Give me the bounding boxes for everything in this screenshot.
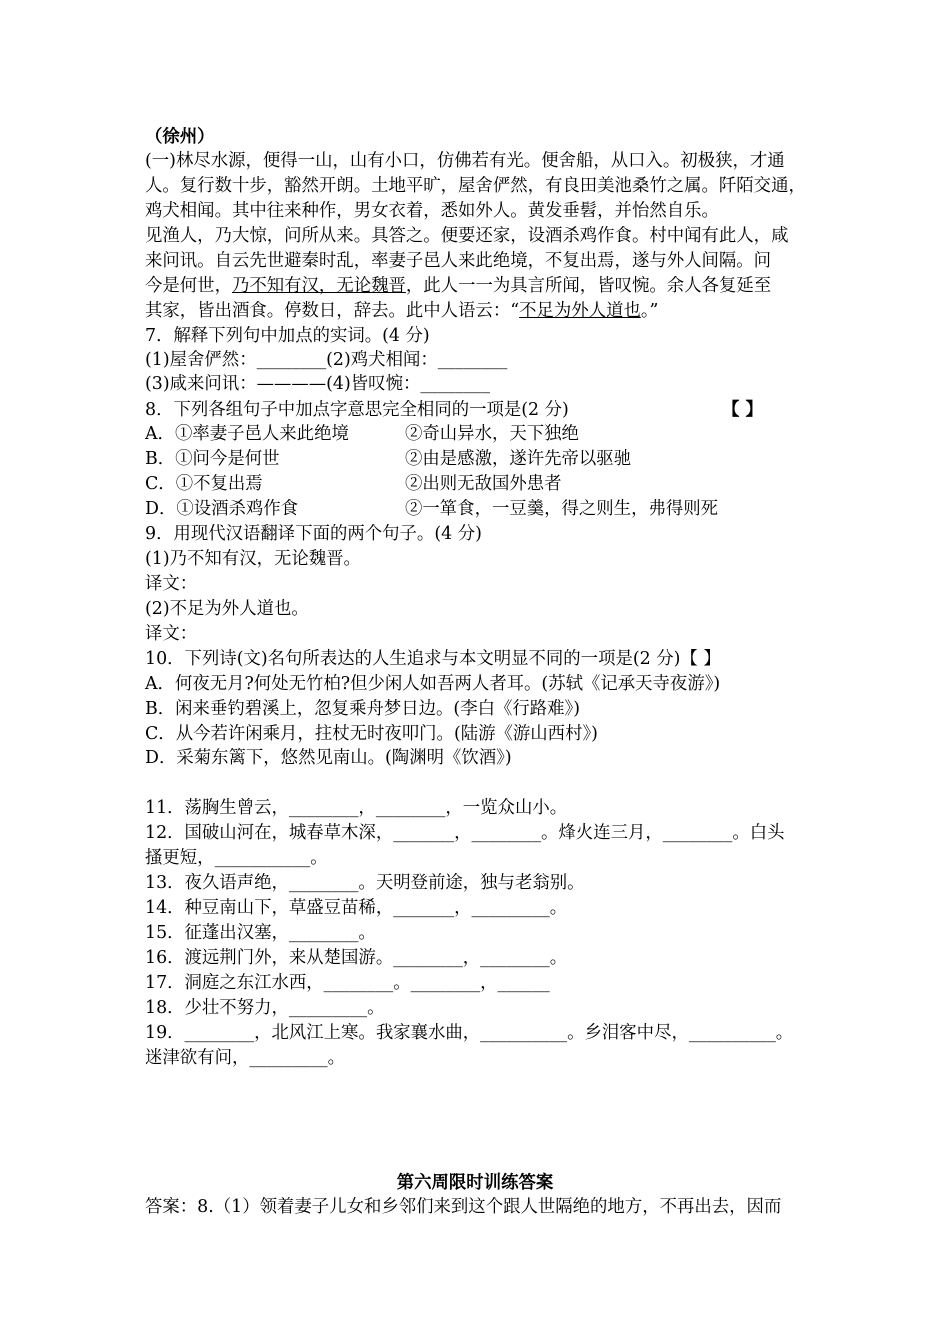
option-left: D．①设酒杀鸡作食 [145,499,299,519]
question-8-option [145,422,579,446]
option-right: ②一箪食，一豆羹，得之则生，弗得则死 [405,499,719,519]
passage-line [145,274,771,298]
translation-label: 译文： [145,574,198,594]
fill-blank-line: 17．洞庭之东江水西，________。________，______ [145,973,550,993]
passage-line: 人。复行数十步，豁然开朗。土地平旷，屋舍俨然，有良田美池桑竹之属。阡陌交通， [145,176,806,196]
underlined-sentence: 不足为外人道也 [519,301,641,321]
option-right: ②奇山异水，天下独绝 [405,424,579,444]
option-right: ②出则无敌国外患者 [405,474,562,494]
passage-text: 其家，皆出酒食。停数日，辞去。此中人语云：“ [145,301,520,321]
passage-text: ，此人一一为具言所闻，皆叹惋。余人各复延至 [405,276,772,296]
fill-blank-line: 18．少壮不努力，_________。 [145,998,385,1018]
fill-blank-line: 12．国破山河在，城春草木深，_______，________。烽火连三月，________。白头 [145,823,785,843]
answer-bracket: 【 】 [722,400,763,420]
question-8-title [145,398,569,422]
fill-blank-line: 16．渡远荆门外，来从楚国游。________，________。 [145,948,568,968]
region-header: （徐州） [145,127,215,147]
passage-line: 鸡犬相闻。其中往来种作，男女衣着，悉如外人。黄发垂髫，并怡然自乐。 [145,201,719,221]
question-9-sentence: (2)不足为外人道也。 [145,599,309,619]
translation-label: 译文： [145,624,198,644]
passage-line: 来问讯。自云先世避秦时乱，率妻子邑人来此绝境，不复出焉，遂与外人间隔。问 [145,251,772,271]
question-10-option: A．何夜无月?何处无竹柏?但少闲人如吾两人者耳。(苏轼《记承天寺夜游》) [145,674,721,694]
passage-line: 见渔人，乃大惊，问所从来。具答之。便要还家，设酒杀鸡作食。村中闻有此人，咸 [145,226,789,246]
question-8-text: 8．下列各组句子中加点字意思完全相同的一项是(2 分) [145,400,569,420]
passage-line: (一)林尽水源，便得一山，山有小口，仿佛若有光。便舍船，从口入。初极狭，才通 [145,151,785,171]
passage-text: 。” [640,301,659,321]
answer-line: 答案：8.（1）领着妻子儿女和乡邻们来到这个跟人世隔绝的地方，不再出去，因而 [145,1197,782,1217]
question-10-title: 10．下列诗(文)名句所表达的人生追求与本文明显不同的一项是(2 分)【 】 [145,649,721,669]
passage-text: 今是何世， [145,276,232,296]
question-7-row: (3)咸来问讯：————(4)皆叹惋：________ [145,374,490,394]
question-8-option [145,497,719,521]
fill-blank-line: 15．征蓬出汉塞，________。 [145,923,376,943]
fill-blank-line: 搔更短，___________。 [145,848,328,868]
question-8-option [145,472,562,496]
fill-blank-line: 14．种豆南山下，草盛豆苗稀，_______，_________。 [145,898,568,918]
question-10-option: C．从今若许闲乘月，拄杖无时夜叩门。(陆游《游山西村》) [145,724,598,744]
option-right: ②由是感激，遂许先帝以驱驰 [405,449,632,469]
question-9-title: 9．用现代汉语翻译下面的两个句子。(4 分) [145,524,482,544]
fill-blank-line: 13．夜久语声绝，________。天明登前途，独与老翁别。 [145,873,585,893]
question-9-sentence: (1)乃不知有汉，无论魏晋。 [145,549,361,569]
fill-blank-line: 11．荡胸生曾云，________，________，一览众山小。 [145,798,568,818]
option-left: A．①率妻子邑人来此绝境 [145,424,349,444]
question-8-option [145,447,632,471]
option-left: C．①不复出焉 [145,474,263,494]
fill-blank-line: 迷津欲有问，_________。 [145,1048,345,1068]
question-7-row: (1)屋舍俨然：________(2)鸡犬相闻：________ [145,350,508,370]
passage-line [145,299,658,323]
question-10-option: D．采菊东篱下，悠然见南山。(陶渊明《饮酒》) [145,748,512,768]
fill-blank-line: 19．________，北风江上寒。我家襄水曲，__________。乡泪客中尽，__________。 [145,1023,794,1043]
option-left: B．①问今是何世 [145,449,280,469]
underlined-sentence: 乃不知有汉，无论魏晋 [231,276,406,296]
answer-section-title: 第六周限时训练答案 [396,1173,554,1193]
question-7-title: 7．解释下列句中加点的实词。(4 分) [145,326,430,346]
question-10-option: B．闲来垂钓碧溪上，忽复乘舟梦日边。(李白《行路难》) [145,699,581,719]
